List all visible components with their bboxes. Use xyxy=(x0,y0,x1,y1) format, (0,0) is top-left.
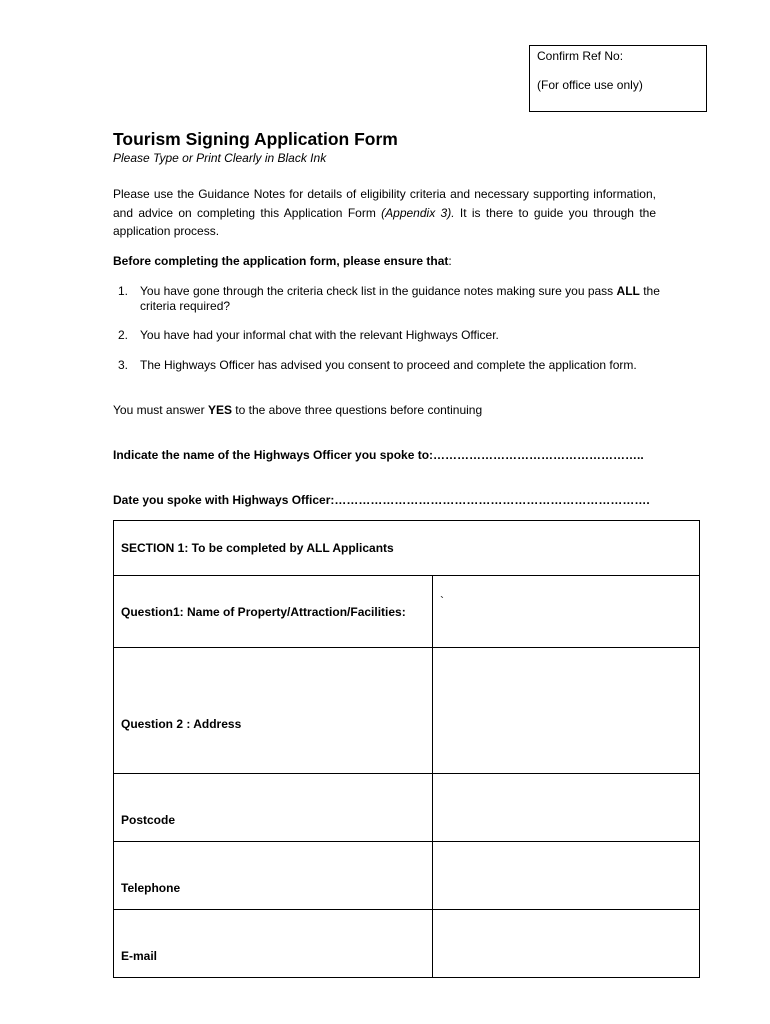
list-text-bold: ALL xyxy=(616,284,640,298)
property-name-label: Question1: Name of Property/Attraction/Facilities: xyxy=(114,576,433,648)
before-heading-bold: Before completing the application form, please ensure that xyxy=(113,254,449,268)
before-heading xyxy=(113,254,452,268)
officer-date-field[interactable]: Date you spoke with Highways Officer:……………………………………………………………………. xyxy=(113,493,650,507)
list-number: 2. xyxy=(118,328,129,342)
postcode-input[interactable] xyxy=(433,774,700,842)
list-number: 3. xyxy=(118,358,129,372)
page-title: Tourism Signing Application Form xyxy=(113,129,398,149)
email-input[interactable] xyxy=(433,910,700,978)
yes-bold: YES xyxy=(207,403,232,417)
intro-appendix: (Appendix 3). xyxy=(381,205,455,220)
table-row xyxy=(114,648,700,774)
email-label: E-mail xyxy=(114,910,433,978)
page-subtitle: Please Type or Print Clearly in Black Ink xyxy=(113,151,327,165)
list-text xyxy=(140,284,660,314)
address-input[interactable] xyxy=(433,648,700,774)
section-1-table xyxy=(113,520,700,978)
table-row xyxy=(114,576,700,648)
list-text: You have had your informal chat with the relevant Highways Officer. xyxy=(140,328,499,342)
list-text-a: You have gone through the criteria check list in the guidance notes making sure you pass xyxy=(140,284,617,298)
yes-instruction xyxy=(113,403,482,417)
officer-name-field[interactable]: Indicate the name of the Highways Officer you spoke to:…………………………………………….. xyxy=(113,448,644,462)
telephone-input[interactable] xyxy=(433,842,700,910)
yes-pre: You must answer xyxy=(113,403,208,417)
telephone-label: Telephone xyxy=(114,842,433,910)
address-label-cell xyxy=(114,648,433,774)
confirm-ref-label: Confirm Ref No: xyxy=(537,49,624,63)
postcode-label: Postcode xyxy=(114,774,433,842)
list-number: 1. xyxy=(118,284,129,298)
list-text-b: the criteria required? xyxy=(140,284,660,313)
property-name-input[interactable]: ` xyxy=(433,576,700,648)
intro-part1: Please use the Guidance Notes for details of eligibility criteria and necessary supporting information, and advice on completing this Application Form xyxy=(113,187,656,220)
office-use-label: (For office use only) xyxy=(537,78,643,92)
intro-paragraph xyxy=(113,185,656,241)
table-row xyxy=(114,842,700,910)
section-header: SECTION 1: To be completed by ALL Applicants xyxy=(114,521,700,576)
intro-part2: It is there to guide you through the application process. xyxy=(113,205,656,238)
before-heading-colon: : xyxy=(448,254,452,268)
office-ref-box xyxy=(529,45,707,112)
table-row xyxy=(114,910,700,978)
list-text: The Highways Officer has advised you consent to proceed and complete the application form. xyxy=(140,358,637,372)
section-header-row xyxy=(114,521,700,576)
table-row xyxy=(114,774,700,842)
address-label: Question 2 : Address xyxy=(121,717,242,731)
yes-post: to the above three questions before continuing xyxy=(231,403,483,417)
